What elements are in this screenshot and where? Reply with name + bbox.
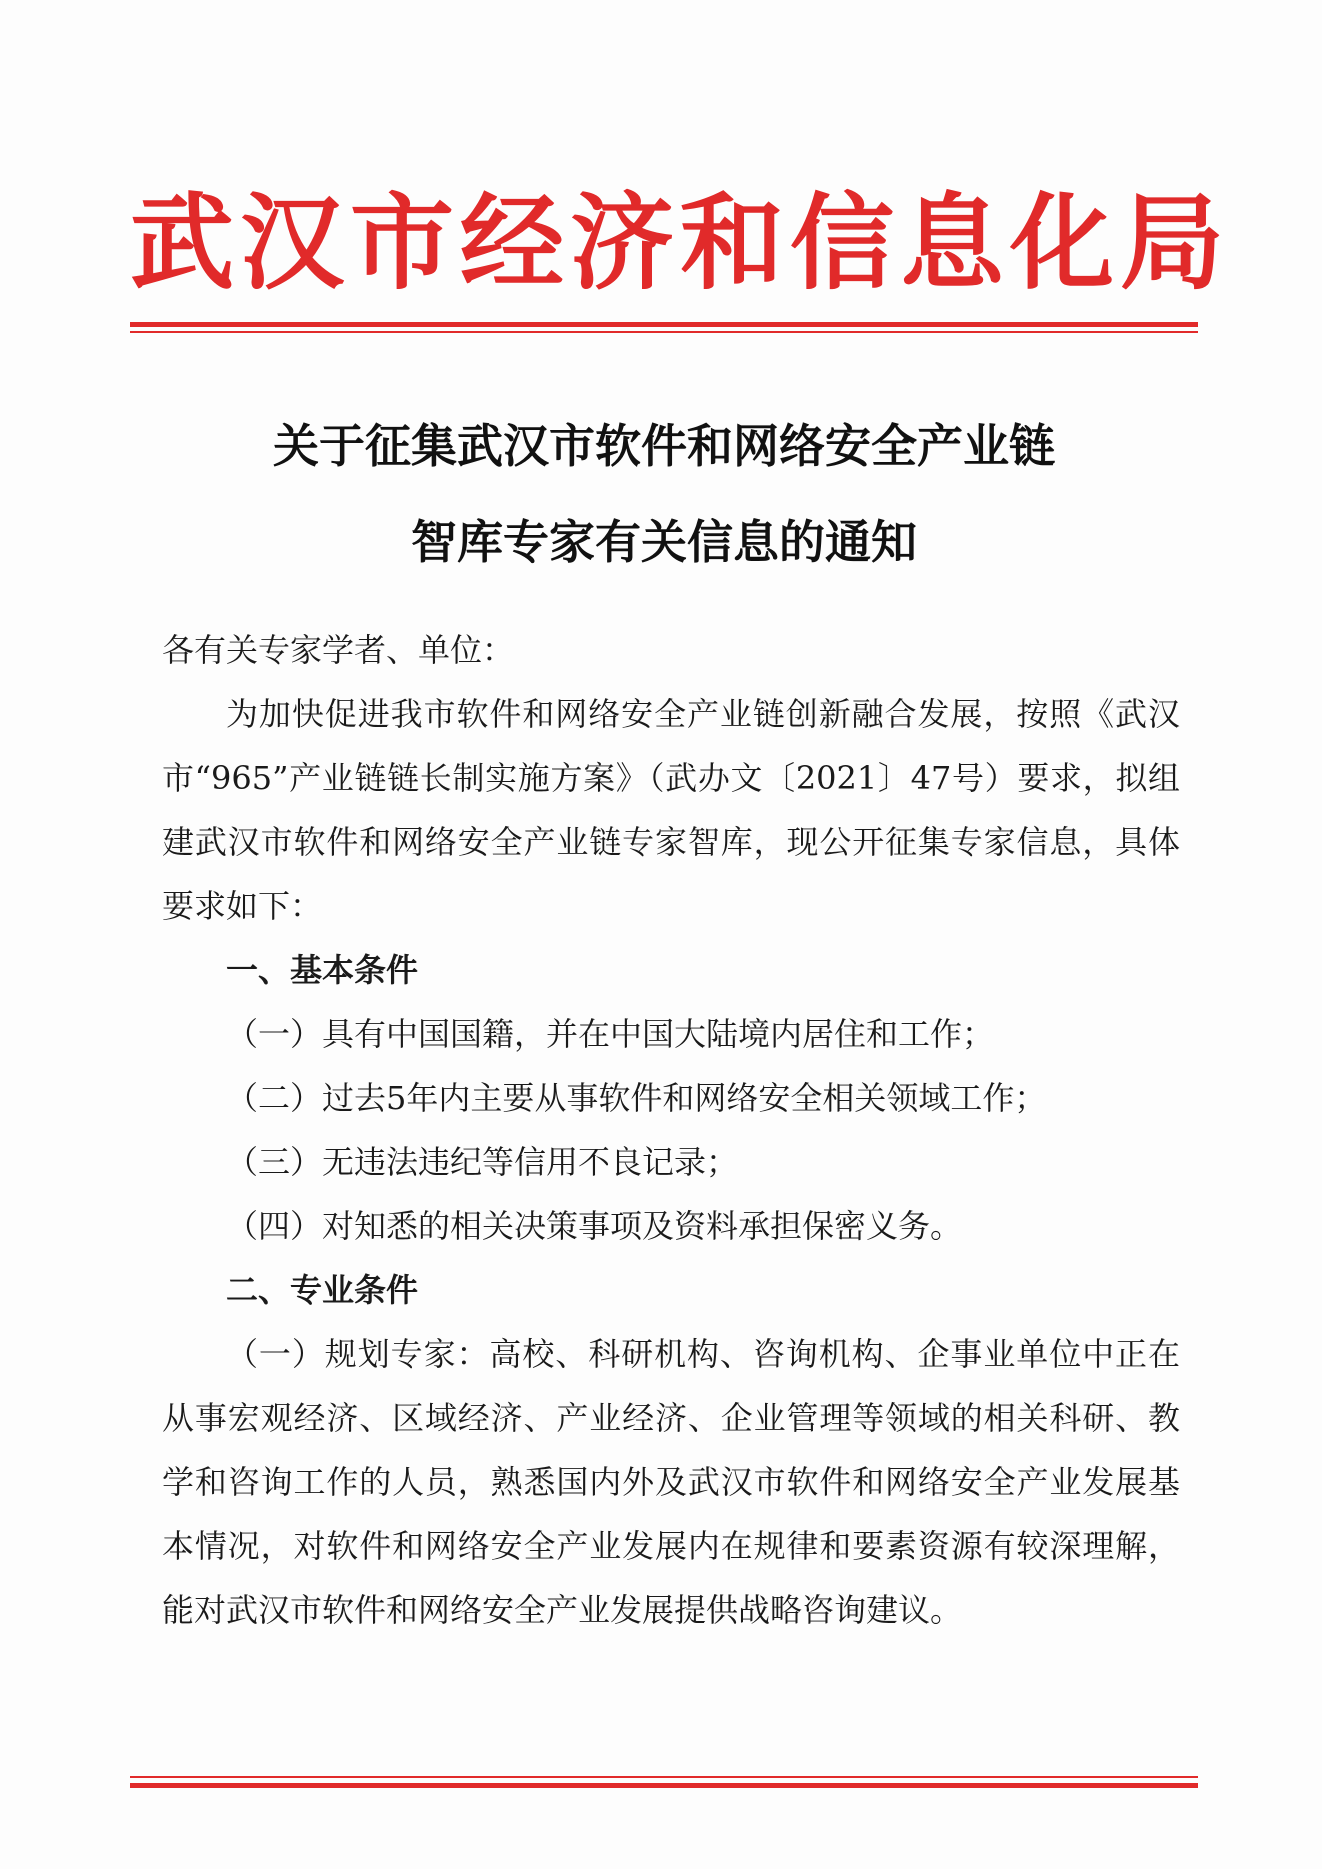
section-1-item: （四）对知悉的相关决策事项及资料承担保密义务。 xyxy=(226,1207,963,1245)
document-title-line-1: 关于征集武汉市软件和网络安全产业链 xyxy=(273,419,1055,473)
section-1-item: （二）过去5年内主要从事软件和网络安全相关领域工作； xyxy=(226,1079,1047,1117)
masthead-title: 武汉市经济和信息化局 xyxy=(130,182,1231,304)
masthead-divider-thick xyxy=(130,322,1198,327)
section-2-heading: 二、专业条件 xyxy=(226,1271,419,1309)
section-2-item: （一）规划专家：高校、科研机构、咨询机构、企事业单位中正在从事宏观经济、区域经济、产业经济、企业管理等领域的相关科研、教学和咨询工作的人员，熟悉国内外及武汉市软件和网络安全产业发展基本情况，对软件和网络安全产业发展内在规律和要素资源有较深理解，能对武汉市软件和网络安全产业发展提供战略咨询建议。 xyxy=(162,1335,1180,1629)
intro-paragraph: 为加快促进我市软件和网络安全产业链创新融合发展，按照《武汉市“965”产业链链长制实施方案》（武办文〔2021〕47号）要求，拟组建武汉市软件和网络安全产业链专家智库，现公开征集专家信息，具体要求如下： xyxy=(162,695,1180,925)
salutation: 各有关专家学者、单位： xyxy=(162,631,515,669)
document-title xyxy=(130,398,1198,590)
masthead-divider-thin xyxy=(130,331,1198,333)
footer-divider-thin xyxy=(130,1776,1198,1778)
section-1-item: （一）具有中国国籍，并在中国大陆境内居住和工作； xyxy=(226,1015,995,1053)
footer-divider-thick xyxy=(130,1783,1198,1788)
document-body xyxy=(162,618,1180,1642)
section-1-item: （三）无违法违纪等信用不良记录； xyxy=(226,1143,739,1181)
section-1-heading: 一、基本条件 xyxy=(226,951,419,989)
document-title-line-2: 智库专家有关信息的通知 xyxy=(411,515,917,569)
